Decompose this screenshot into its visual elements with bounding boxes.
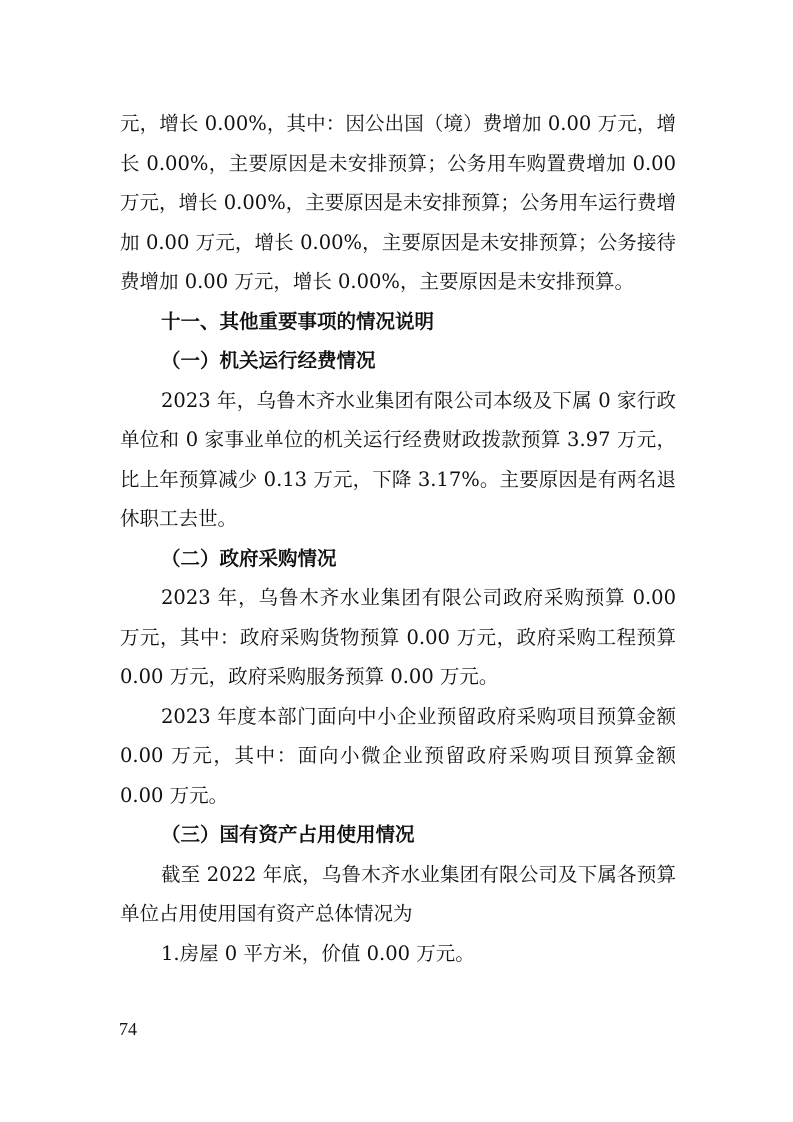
paragraph-sme-procurement: 2023 年度本部门面向中小企业预留政府采购项目预算金额 0.00 万元，其中：面向小微企业预留政府采购项目预算金额 0.00 万元。 xyxy=(120,704,676,807)
page-content xyxy=(120,104,676,973)
paragraph-operating-expenses: 2023 年，乌鲁木齐水业集团有限公司本级及下属 0 家行政单位和 0 家事业单位的机关运行经费财政拨款预算 3.97 万元，比上年预算减少 0.13 万元，下降 3.17%。主要原因是有两名退休职工去世。 xyxy=(120,388,676,530)
heading-section-11: 十一、其他重要事项的情况说明 xyxy=(161,309,435,333)
heading-procurement: （二）政府采购情况 xyxy=(161,546,337,570)
heading-state-assets: （三）国有资产占用使用情况 xyxy=(161,823,415,846)
paragraph-state-assets: 截至 2022 年底，乌鲁木齐水业集团有限公司及下属各预算单位占用使用国有资产总体情况为 xyxy=(120,862,676,925)
page-number: 74 xyxy=(119,1019,137,1039)
heading-operating-expenses: （一）机关运行经费情况 xyxy=(161,349,376,372)
paragraph-budget-changes: 元，增长 0.00%，其中：因公出国（境）费增加 0.00 万元，增长 0.00%，主要原因是未安排预算；公务用车购置费增加 0.00 万元，增长 0.00%，主要原因是未安排预算；公务用车运行费增加 0.00 万元，增长 0.00%，主要原因是未安排预算；公务接待费增加 0.00 万元，增长 0.00%，主要原因是未安排预算。 xyxy=(120,112,676,293)
paragraph-housing: 1.房屋 0 平方米，价值 0.00 万元。 xyxy=(161,941,475,965)
paragraph-procurement: 2023 年，乌鲁木齐水业集团有限公司政府采购预算 0.00 万元，其中：政府采购货物预算 0.00 万元，政府采购工程预算 0.00 万元，政府采购服务预算 0.00 万元。 xyxy=(120,586,676,688)
